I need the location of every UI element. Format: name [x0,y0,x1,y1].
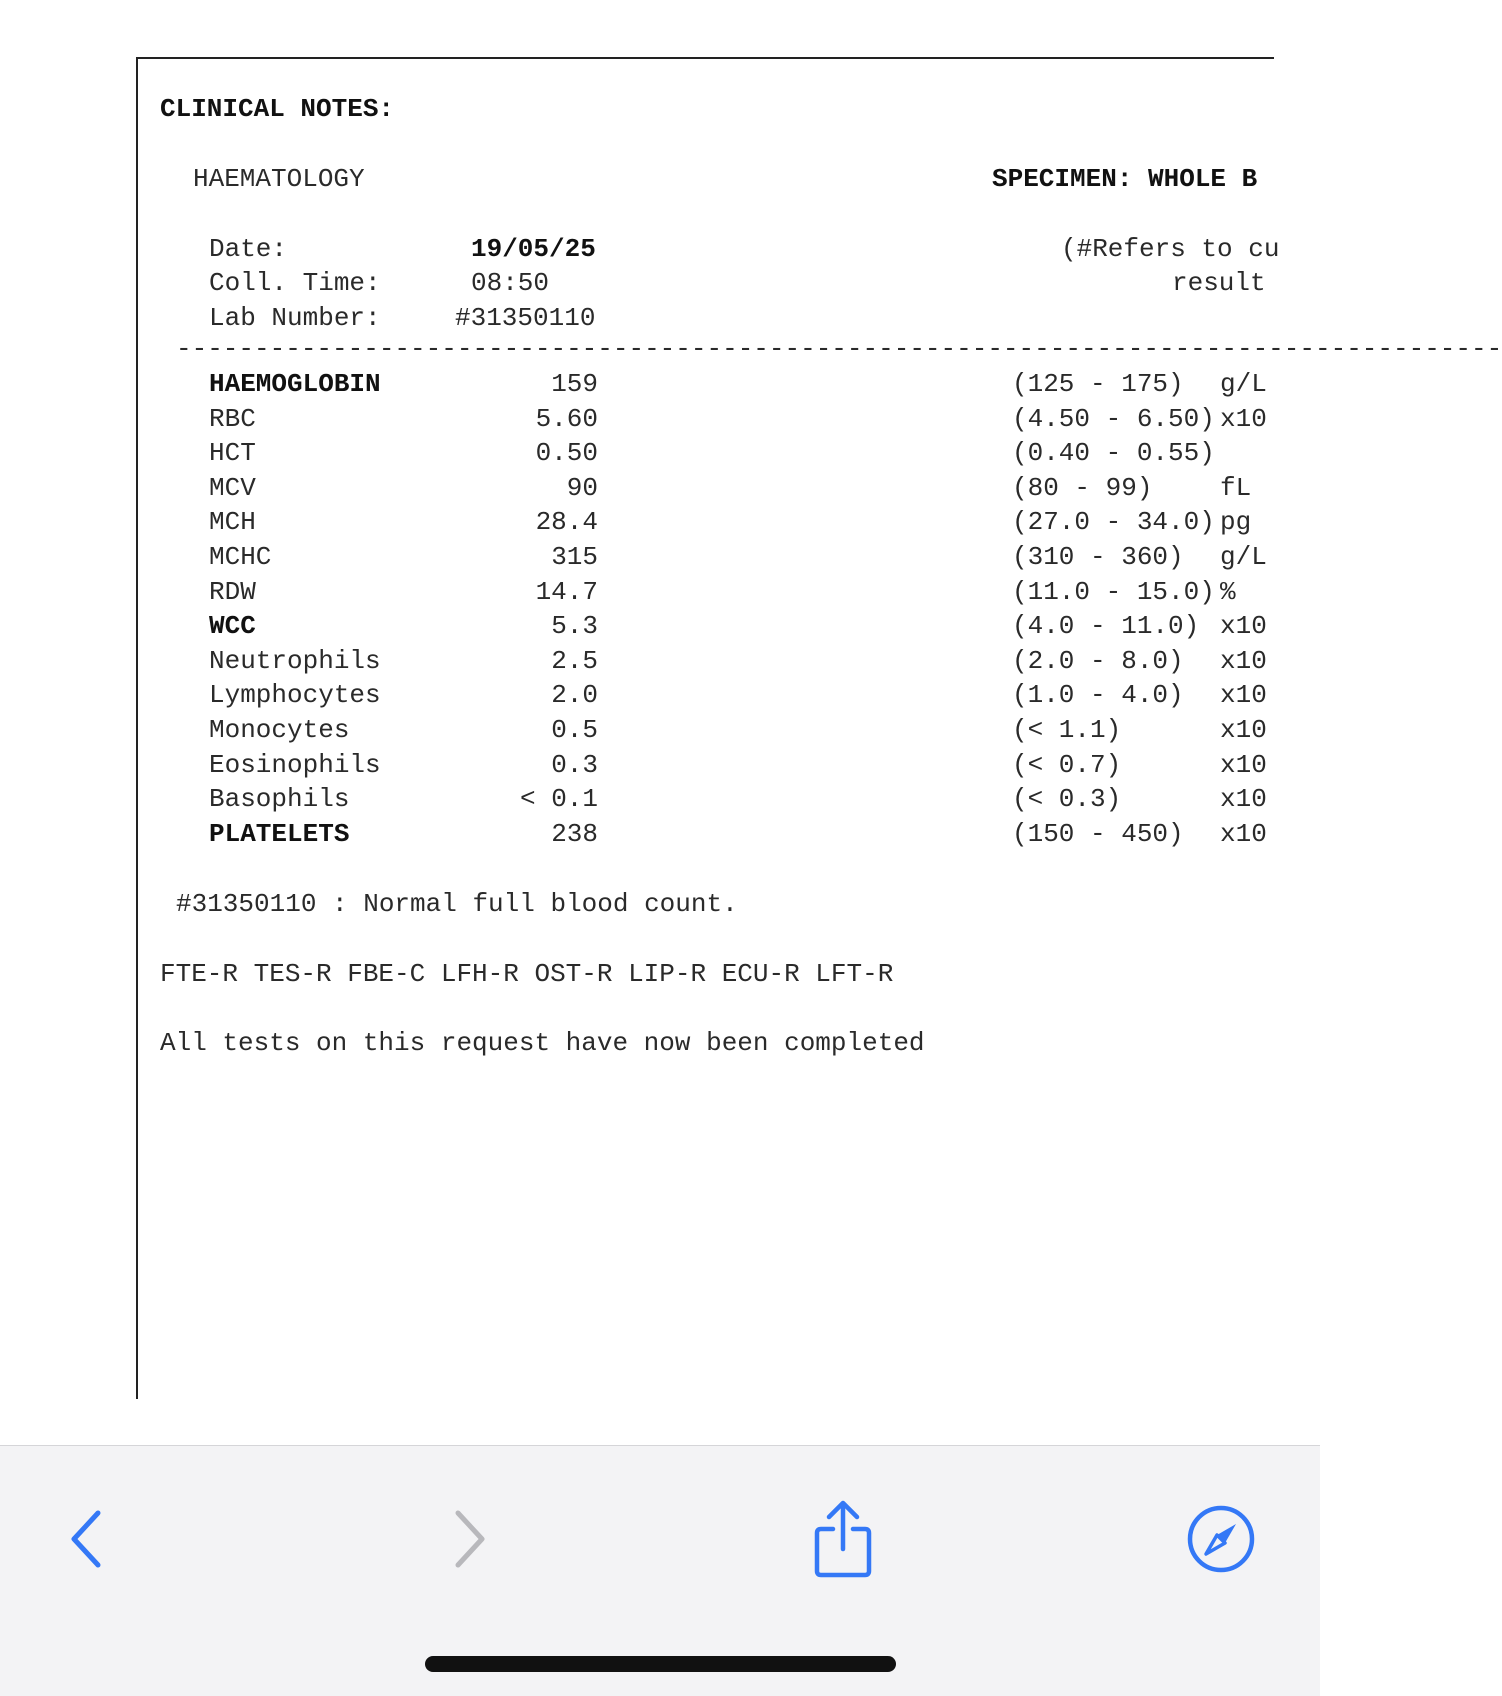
result-unit: x10 [1220,611,1267,642]
specimen-label: SPECIMEN: WHOLE B [992,164,1258,194]
result-unit: x10 [1220,680,1267,711]
result-value: 238 [551,818,598,849]
result-value: 0.3 [551,749,598,780]
lab-report-page [136,57,1502,1399]
result-unit: g/L [1220,369,1267,399]
result-unit: x10 [1220,645,1267,676]
result-unit: x10 [1220,818,1267,849]
result-value: 159 [551,369,598,399]
share-icon [811,1499,875,1579]
result-value: 28.4 [535,507,598,538]
result-reference-range: (< 0.7) [1012,749,1122,780]
result-value: 14.7 [535,576,598,607]
completion-note: All tests on this request have now been completed [160,1028,925,1058]
result-unit: g/L [1220,542,1267,572]
lab-number-label: Lab Number: [209,303,381,333]
result-reference-range: (4.50 - 6.50) [1012,403,1215,434]
result-unit: x10 [1220,715,1267,745]
refers-note-line-1: (#Refers to cu [1061,234,1280,264]
result-test-name: PLATELETS [209,818,350,849]
result-test-name: Eosinophils [209,749,381,780]
result-unit: x10 [1220,403,1267,434]
result-value: 2.0 [551,680,598,711]
result-test-name: HAEMOGLOBIN [209,369,381,399]
result-test-name: Lymphocytes [209,680,381,711]
result-test-name: HCT [209,438,256,469]
result-test-name: MCH [209,507,256,538]
result-test-name: MCV [209,472,256,503]
result-test-name: Neutrophils [209,645,381,676]
result-reference-range: (125 - 175) [1012,369,1184,399]
home-indicator [425,1656,896,1672]
result-reference-range: (1.0 - 4.0) [1012,680,1184,711]
result-value: 90 [566,472,598,503]
result-reference-range: (310 - 360) [1012,542,1184,572]
date-value: 19/05/25 [471,234,596,264]
coll-time-label: Coll. Time: [209,268,381,298]
result-reference-range: (4.0 - 11.0) [1012,611,1200,642]
result-unit: fL [1220,472,1252,503]
compass-icon [1186,1504,1256,1574]
result-test-name: Monocytes [209,715,350,745]
result-reference-range: (0.40 - 0.55) [1012,438,1215,469]
share-button[interactable] [798,1494,888,1584]
back-button[interactable] [41,1494,131,1584]
result-reference-range: (2.0 - 8.0) [1012,645,1184,676]
result-test-name: RBC [209,403,256,434]
refers-note-line-2: result [1172,268,1266,298]
result-test-name: RDW [209,576,256,607]
result-unit: x10 [1220,784,1267,815]
result-reference-range: (< 0.3) [1012,784,1122,815]
result-unit: % [1220,576,1236,607]
result-value: 0.5 [551,715,598,745]
result-value: 5.60 [535,403,598,434]
chevron-left-icon [66,1509,106,1569]
result-reference-range: (< 1.1) [1012,715,1122,745]
coll-time-value: 08:50 [471,268,550,298]
result-value: < 0.1 [519,784,598,815]
chevron-right-icon [450,1509,490,1569]
result-test-name: MCHC [209,542,272,572]
result-value: 5.3 [551,611,598,642]
result-unit: x10 [1220,749,1267,780]
result-reference-range: (80 - 99) [1012,472,1153,503]
department-label: HAEMATOLOGY [193,164,365,194]
result-reference-range: (11.0 - 15.0) [1012,576,1215,607]
result-value: 315 [551,542,598,572]
report-comment: #31350110 : Normal full blood count. [176,889,738,919]
result-reference-range: (150 - 450) [1012,818,1184,849]
open-in-safari-button[interactable] [1176,1494,1266,1584]
result-value: 0.50 [535,438,598,469]
divider-line: ------------------------------------------------------------------------------------- [176,334,1502,364]
result-unit: pg [1220,507,1252,538]
browser-toolbar [0,1445,1320,1696]
result-reference-range: (27.0 - 34.0) [1012,507,1215,538]
result-test-name: WCC [209,611,256,642]
date-label: Date: [209,234,288,264]
test-codes: FTE-R TES-R FBE-C LFH-R OST-R LIP-R ECU-R LFT-R [160,959,894,989]
result-test-name: Basophils [209,784,350,815]
lab-number-value: #31350110 [455,303,596,333]
result-value: 2.5 [551,645,598,676]
clinical-notes-label: CLINICAL NOTES: [160,94,395,124]
forward-button[interactable] [425,1494,515,1584]
